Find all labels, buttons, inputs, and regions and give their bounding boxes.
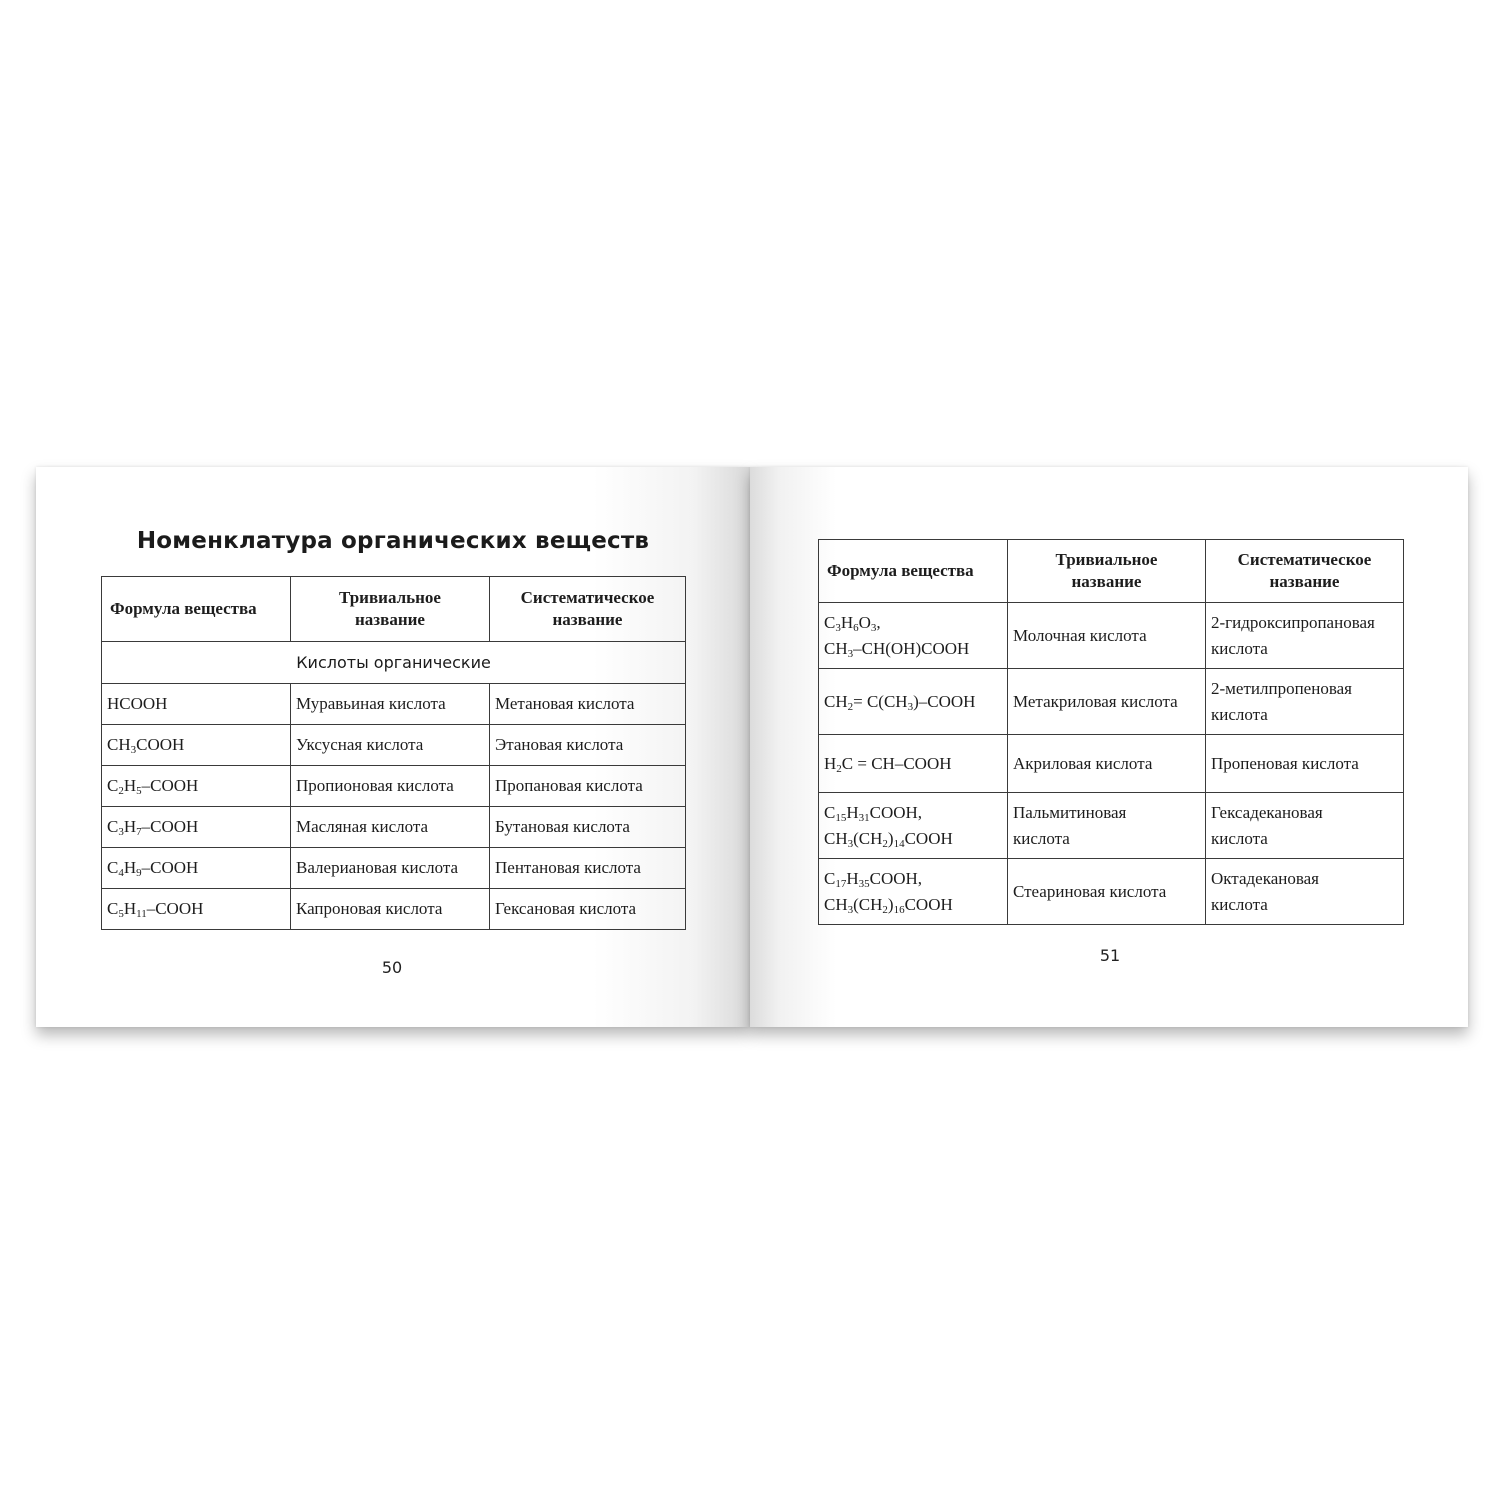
nomenclature-table-left bbox=[101, 576, 686, 930]
systematic-name-cell: Пропановая кислота bbox=[490, 766, 686, 807]
formula-cell: $C_{17}H_{35}COOH$, $CH_3(CH_2)_{16}COOH$ bbox=[819, 859, 1008, 925]
formula-cell: $C_2H_5$–COOH bbox=[102, 766, 291, 807]
table-row bbox=[102, 848, 686, 889]
trivial-name-cell: Муравьиная кислота bbox=[291, 684, 490, 725]
trivial-name-cell: Акриловая кислота bbox=[1008, 735, 1206, 793]
systematic-name-cell: Пропеновая кислота bbox=[1206, 735, 1404, 793]
table-row bbox=[819, 669, 1404, 735]
systematic-name-cell: Гексановая кислота bbox=[490, 889, 686, 930]
header-trivial: Тривиальное название bbox=[291, 577, 490, 642]
header-formula: Формула вещества bbox=[819, 540, 1008, 603]
formula-cell: $C_5H_{11}$–COOH bbox=[102, 889, 291, 930]
formula-cell: $C_3H_6O_3$, $CH_3-CH(OH)COOH$ bbox=[819, 603, 1008, 669]
systematic-name-cell: Метановая кислота bbox=[490, 684, 686, 725]
systematic-name-cell: 2-метилпропеновая кислота bbox=[1206, 669, 1404, 735]
table-row bbox=[819, 793, 1404, 859]
nomenclature-table-right bbox=[818, 539, 1404, 925]
trivial-name-cell: Метакриловая кислота bbox=[1008, 669, 1206, 735]
header-trivial: Тривиальное название bbox=[1008, 540, 1206, 603]
header-formula: Формула вещества bbox=[102, 577, 291, 642]
table-row bbox=[819, 735, 1404, 793]
table-row bbox=[102, 684, 686, 725]
systematic-name-cell: 2-гидроксипропановая кислота bbox=[1206, 603, 1404, 669]
table-row bbox=[102, 766, 686, 807]
table-header-row bbox=[819, 540, 1404, 603]
formula-cell: $C_4H_9$–COOH bbox=[102, 848, 291, 889]
table-row bbox=[819, 859, 1404, 925]
table-row bbox=[102, 807, 686, 848]
formula-cell: $CH_3COOH$ bbox=[102, 725, 291, 766]
table-header-row bbox=[102, 577, 686, 642]
page-number-right: 51 bbox=[1099, 946, 1121, 965]
systematic-name-cell: Гексадекановая кислота bbox=[1206, 793, 1404, 859]
systematic-name-cell: Октадекановая кислота bbox=[1206, 859, 1404, 925]
table-row bbox=[102, 725, 686, 766]
formula-cell: $C_3H_7$–COOH bbox=[102, 807, 291, 848]
trivial-name-cell: Капроновая кислота bbox=[291, 889, 490, 930]
trivial-name-cell: Пальмитиновая кислота bbox=[1008, 793, 1206, 859]
trivial-name-cell: Валериановая кислота bbox=[291, 848, 490, 889]
section-row bbox=[102, 642, 686, 684]
trivial-name-cell: Уксусная кислота bbox=[291, 725, 490, 766]
section-title: Кислоты органические bbox=[102, 642, 686, 684]
systematic-name-cell: Этановая кислота bbox=[490, 725, 686, 766]
formula-cell: $CH_2=$ $C(CH_3)$–COOH bbox=[819, 669, 1008, 735]
page-number-left: 50 bbox=[381, 958, 403, 977]
systematic-name-cell: Пентановая кислота bbox=[490, 848, 686, 889]
systematic-name-cell: Бутановая кислота bbox=[490, 807, 686, 848]
trivial-name-cell: Масляная кислота bbox=[291, 807, 490, 848]
formula-cell: HCOOH bbox=[102, 684, 291, 725]
formula-cell: $C_{15}H_{31}COOH$, $CH_3(CH_2)_{14}COOH$ bbox=[819, 793, 1008, 859]
table-row bbox=[102, 889, 686, 930]
trivial-name-cell: Молочная кислота bbox=[1008, 603, 1206, 669]
formula-cell: $H_2C$ = CH–COOH bbox=[819, 735, 1008, 793]
page-title: Номенклатура органических веществ bbox=[136, 528, 650, 554]
header-systematic: Систематическое название bbox=[1206, 540, 1404, 603]
table-row bbox=[819, 603, 1404, 669]
trivial-name-cell: Стеариновая кислота bbox=[1008, 859, 1206, 925]
header-systematic: Систематическое название bbox=[490, 577, 686, 642]
trivial-name-cell: Пропионовая кислота bbox=[291, 766, 490, 807]
